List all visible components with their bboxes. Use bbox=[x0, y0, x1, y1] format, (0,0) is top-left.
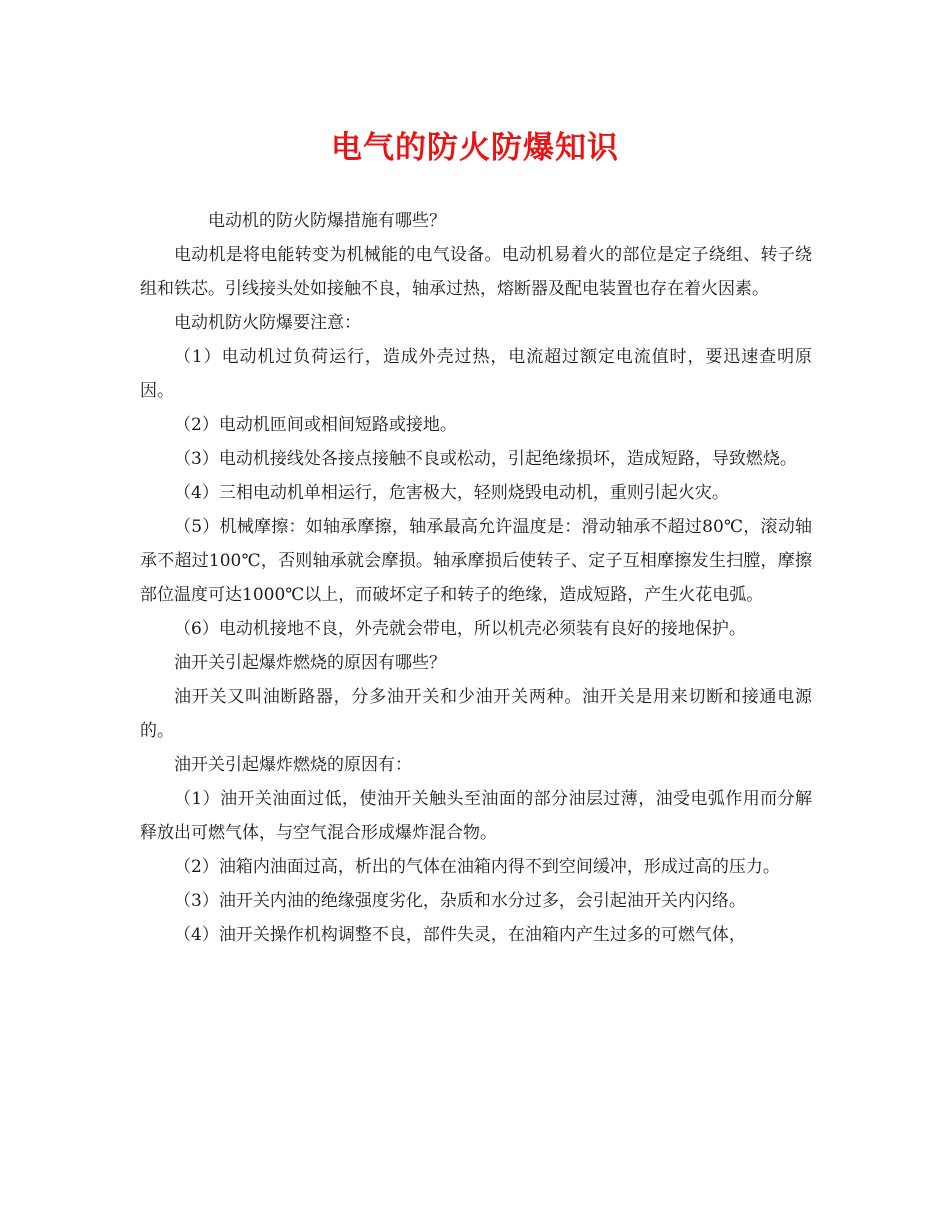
paragraph: （4）油开关操作机构调整不良，部件失灵，在油箱内产生过多的可燃气体， bbox=[174, 925, 746, 945]
paragraph: （1）油开关油面过低，使油开关触头至油面的部分油层过薄，油受电弧作用而分解释放出可燃气体，与空气混合形成爆炸混合物。 bbox=[140, 789, 812, 843]
paragraph: （4）三相电动机单相运行，危害极大，轻则烧毁电动机，重则引起火灾。 bbox=[174, 483, 729, 503]
paragraph: （1）电动机过负荷运行，造成外壳过热，电流超过额定电流值时，要迅速查明原因。 bbox=[140, 347, 812, 401]
paragraph: 油开关引起爆炸燃烧的原因有： bbox=[174, 755, 412, 775]
paragraph: （6）电动机接地不良，外壳就会带电，所以机壳必须装有良好的接地保护。 bbox=[174, 619, 746, 639]
paragraph-question-oil-switch: 油开关引起爆炸燃烧的原因有哪些？ bbox=[174, 653, 446, 673]
paragraph: 电动机防火防爆要注意： bbox=[174, 313, 361, 333]
paragraph: （2）油箱内油面过高，析出的气体在油箱内得不到空间缓冲，形成过高的压力。 bbox=[174, 857, 780, 877]
document-title: 电气的防火防爆知识 bbox=[331, 130, 619, 166]
paragraph: 油开关又叫油断路器，分多油开关和少油开关两种。油开关是用来切断和接通电源的。 bbox=[140, 687, 812, 741]
paragraph: （2）电动机匝间或相间短路或接地。 bbox=[174, 415, 457, 435]
paragraph: （3）电动机接线处各接点接触不良或松动，引起绝缘损坏，造成短路，导致燃烧。 bbox=[174, 449, 797, 469]
paragraph-question-motor: 电动机的防火防爆措施有哪些？ bbox=[208, 211, 446, 231]
paragraph: （3）油开关内油的绝缘强度劣化，杂质和水分过多，会引起油开关内闪络。 bbox=[174, 891, 746, 911]
paragraph: 电动机是将电能转变为机械能的电气设备。电动机易着火的部位是定子绕组、转子绕组和铁芯。引线接头处如接触不良，轴承过热，熔断器及配电装置也存在着火因素。 bbox=[140, 245, 812, 299]
document-body bbox=[140, 204, 812, 952]
paragraph: （5）机械摩擦：如轴承摩擦，轴承最高允许温度是：滑动轴承不超过80℃，滚动轴承不超过100℃，否则轴承就会摩损。轴承摩损后使转子、定子互相摩擦发生扫膛，摩擦部位温度可达1000℃以上，而破坏定子和转子的绝缘，造成短路，产生火花电弧。 bbox=[140, 517, 812, 605]
